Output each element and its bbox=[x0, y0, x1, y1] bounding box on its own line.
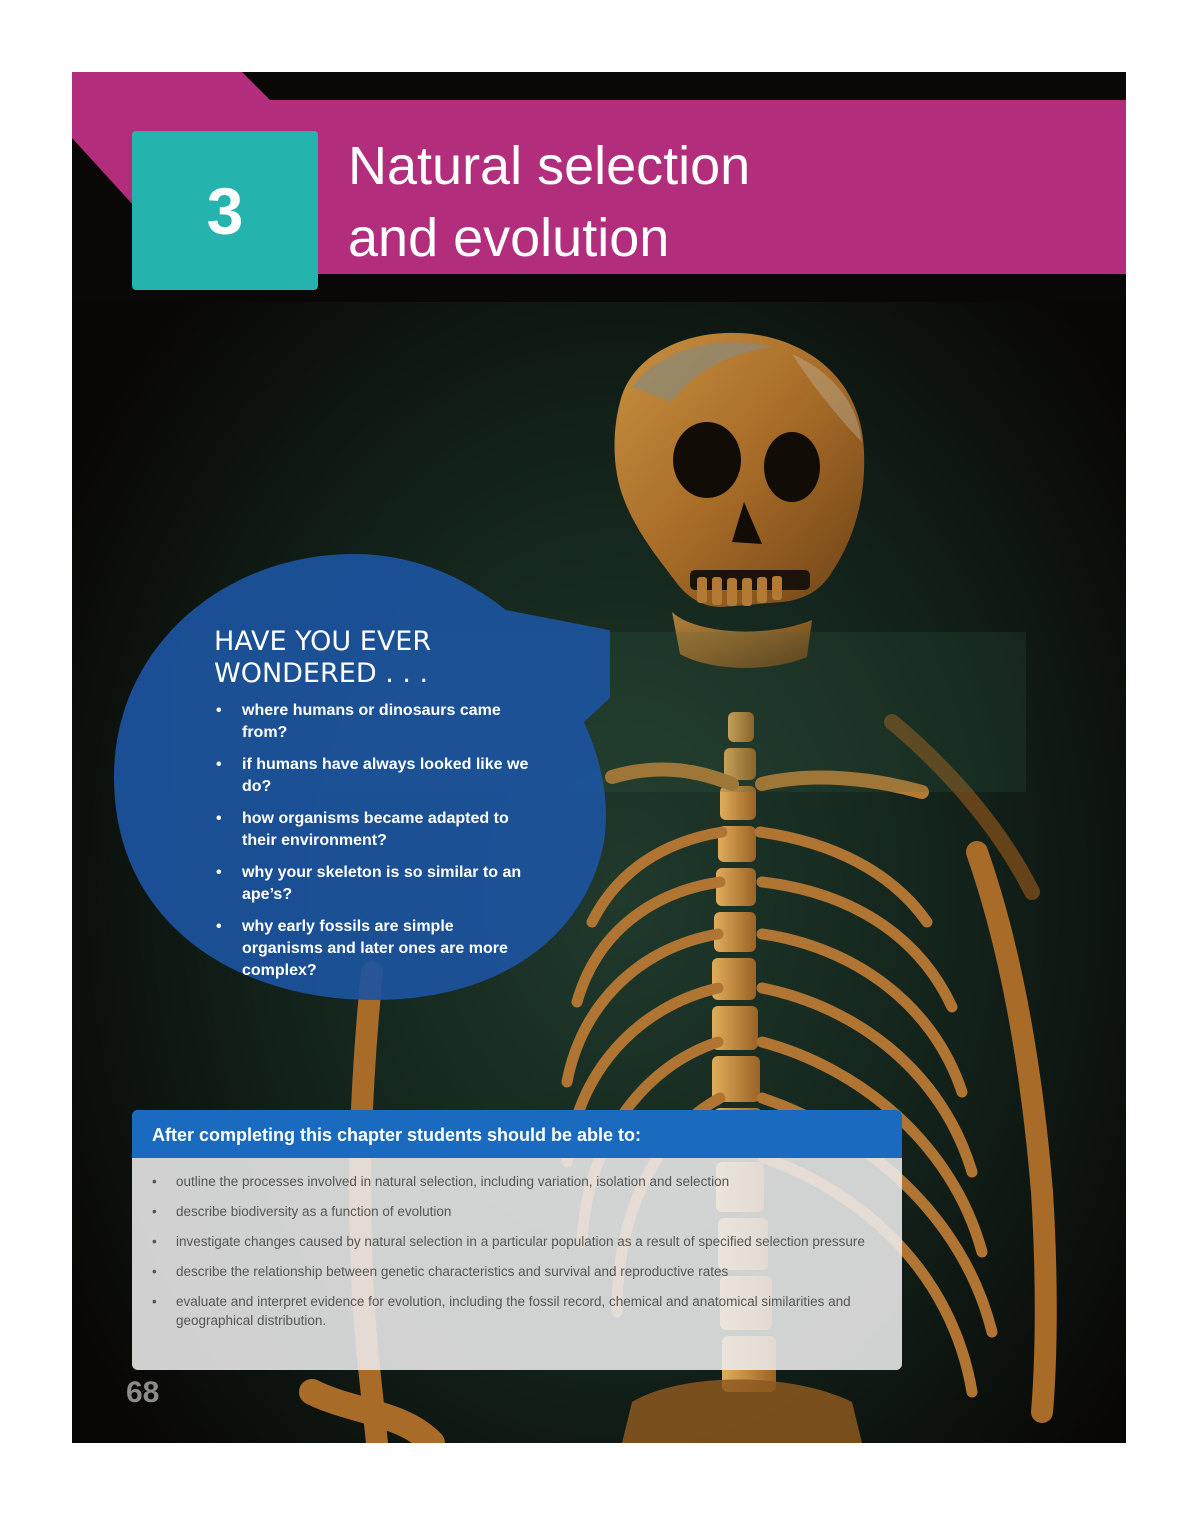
wondered-item bbox=[214, 754, 534, 798]
outcome-item bbox=[152, 1232, 882, 1251]
outcome-item bbox=[152, 1202, 882, 1221]
chapter-number-badge bbox=[132, 131, 318, 290]
bullet-icon: • bbox=[216, 756, 222, 773]
outcome-item bbox=[152, 1262, 882, 1281]
outcome-item bbox=[152, 1172, 882, 1191]
bullet-icon: • bbox=[216, 810, 222, 827]
learning-outcomes-panel bbox=[132, 1110, 902, 1370]
bullet-icon: • bbox=[152, 1264, 157, 1279]
chapter-title bbox=[348, 130, 750, 274]
outcome-item-text: evaluate and interpret evidence for evolution, including the fossil record, chemical and anatomical similarities and geographical distribution. bbox=[176, 1294, 851, 1328]
bullet-icon: • bbox=[216, 702, 222, 719]
wondered-item bbox=[214, 916, 534, 982]
wondered-heading bbox=[214, 626, 534, 690]
wondered-heading-line1: HAVE YOU EVER bbox=[214, 626, 432, 657]
wondered-heading-line2: WONDERED . . . bbox=[214, 658, 429, 689]
bullet-icon: • bbox=[152, 1174, 157, 1189]
bullet-icon: • bbox=[216, 918, 222, 935]
chapter-title-line2: and evolution bbox=[348, 208, 670, 268]
wondered-item bbox=[214, 862, 534, 906]
wondered-item-text: why early fossils are simple organisms and later ones are more complex? bbox=[242, 918, 508, 979]
outcome-item-text: describe the relationship between genetic characteristics and survival and reproductive rates bbox=[176, 1264, 729, 1279]
bullet-icon: • bbox=[152, 1204, 157, 1219]
chapter-number: 3 bbox=[206, 173, 244, 248]
outcome-item-text: investigate changes caused by natural selection in a particular population as a result of specified selection pressure bbox=[176, 1234, 865, 1249]
wondered-item-text: why your skeleton is so similar to an ape’s? bbox=[242, 864, 522, 903]
outcome-item-text: describe biodiversity as a function of evolution bbox=[176, 1204, 452, 1219]
wondered-list bbox=[214, 700, 534, 982]
page-number: 68 bbox=[126, 1376, 160, 1409]
bullet-icon: • bbox=[216, 864, 222, 881]
outcome-item bbox=[152, 1292, 882, 1330]
bullet-icon: • bbox=[152, 1294, 157, 1309]
wondered-item-text: where humans or dinosaurs came from? bbox=[242, 702, 501, 741]
bullet-icon: • bbox=[152, 1234, 157, 1249]
wondered-item bbox=[214, 700, 534, 744]
textbook-page bbox=[72, 72, 1126, 1443]
learning-outcomes-list bbox=[132, 1158, 902, 1330]
wondered-panel bbox=[214, 626, 534, 992]
learning-outcomes-heading: After completing this chapter students should be able to: bbox=[132, 1110, 902, 1158]
outcome-item-text: outline the processes involved in natural selection, including variation, isolation and selection bbox=[176, 1174, 730, 1189]
chapter-title-line1: Natural selection bbox=[348, 136, 751, 196]
wondered-item-text: if humans have always looked like we do? bbox=[242, 756, 529, 795]
wondered-item bbox=[214, 808, 534, 852]
wondered-item-text: how organisms became adapted to their environment? bbox=[242, 810, 509, 849]
